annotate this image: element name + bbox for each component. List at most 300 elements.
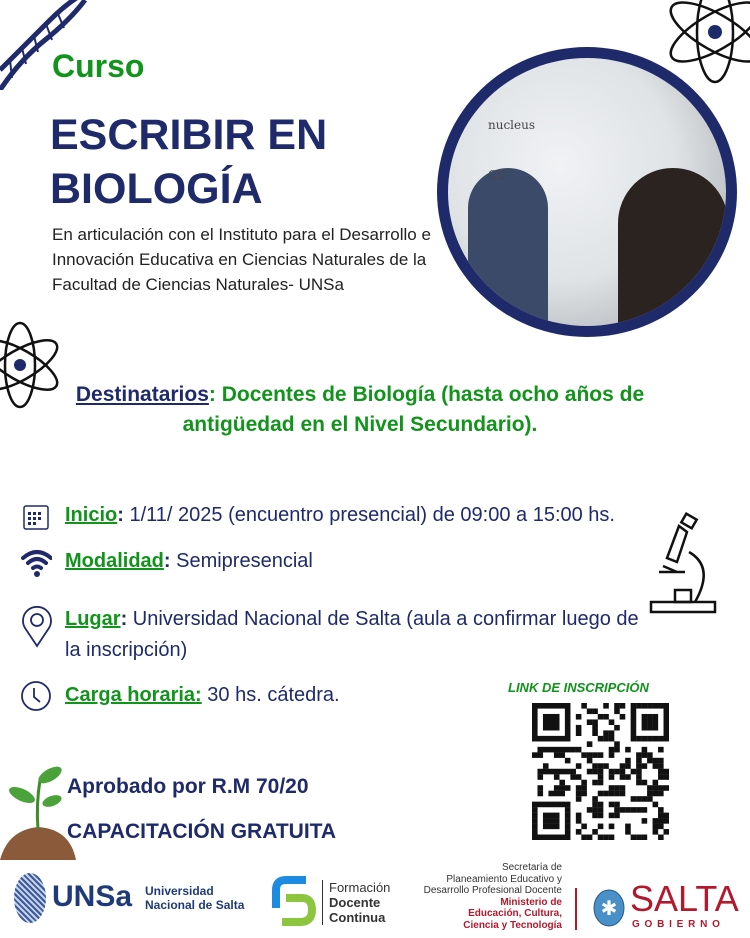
qr-module bbox=[620, 763, 626, 769]
qr-module bbox=[570, 747, 576, 753]
qr-module bbox=[576, 774, 582, 780]
qr-module bbox=[532, 813, 538, 819]
qr-module bbox=[559, 791, 565, 797]
course-description: En articulación con el Instituto para el Desarrollo e Innovación Educativa en Ciencias Naturales de la Facultad de Ciencias Naturales- UNSa bbox=[52, 225, 431, 294]
qr-module bbox=[559, 736, 565, 742]
qr-module bbox=[554, 824, 560, 830]
qr-module bbox=[658, 769, 664, 775]
approval-text: Aprobado por R.M 70/20 bbox=[67, 775, 309, 798]
qr-module bbox=[653, 824, 659, 830]
salta-logo: SALTA bbox=[630, 878, 739, 919]
qr-module bbox=[532, 736, 538, 742]
qr-module bbox=[598, 780, 604, 786]
qr-module bbox=[664, 703, 669, 709]
qr-module bbox=[636, 835, 642, 840]
qr-module bbox=[532, 725, 538, 731]
qr-module bbox=[642, 763, 648, 769]
qr-module bbox=[658, 791, 664, 797]
qr-module bbox=[537, 747, 543, 753]
qr-module bbox=[537, 802, 543, 808]
qr-module bbox=[603, 714, 609, 720]
qr-module bbox=[581, 824, 587, 830]
qr-module bbox=[565, 835, 571, 840]
qr-module bbox=[658, 736, 664, 742]
secretaria-line: Educación, Cultura, bbox=[468, 908, 562, 919]
qr-module bbox=[631, 725, 637, 731]
qr-module bbox=[614, 785, 620, 791]
qr-module bbox=[614, 708, 620, 714]
qr-module bbox=[598, 736, 604, 742]
qr-module bbox=[543, 747, 549, 753]
unsa-line: Nacional de Salta bbox=[145, 898, 245, 912]
qr-module bbox=[592, 813, 598, 819]
qr-module bbox=[565, 736, 571, 742]
qr-module bbox=[548, 769, 554, 775]
qr-module bbox=[576, 791, 582, 797]
qr-module bbox=[554, 719, 560, 725]
qr-module bbox=[609, 774, 615, 780]
registration-label: LINK DE INSCRIPCIÓN bbox=[508, 680, 649, 695]
detail-label: Carga horaria: bbox=[65, 684, 202, 706]
qr-module bbox=[592, 780, 598, 786]
qr-module bbox=[592, 708, 598, 714]
qr-module bbox=[559, 785, 565, 791]
qr-module bbox=[559, 780, 565, 786]
qr-module bbox=[598, 835, 604, 840]
qr-module bbox=[592, 802, 598, 808]
qr-module bbox=[664, 719, 669, 725]
qr-module bbox=[609, 802, 615, 808]
qr-module bbox=[609, 752, 615, 758]
qr-module bbox=[653, 802, 659, 808]
qr-module bbox=[543, 813, 549, 819]
secretaria-line: Desarrollo Profesional Docente bbox=[423, 885, 562, 896]
qr-module bbox=[620, 785, 626, 791]
qr-module bbox=[658, 807, 664, 813]
qr-module bbox=[598, 752, 604, 758]
clock-icon bbox=[20, 680, 52, 712]
qr-module bbox=[565, 730, 571, 736]
qr-module bbox=[554, 774, 560, 780]
qr-module bbox=[658, 785, 664, 791]
secretaria-text bbox=[400, 862, 562, 931]
qr-module bbox=[647, 752, 653, 758]
qr-module bbox=[592, 807, 598, 813]
qr-module bbox=[532, 752, 538, 758]
detail-label: Modalidad bbox=[65, 550, 164, 572]
qr-module bbox=[532, 802, 538, 808]
qr-module bbox=[532, 824, 538, 830]
qr-module bbox=[614, 703, 620, 709]
qr-module bbox=[559, 752, 565, 758]
qr-module bbox=[559, 835, 565, 840]
qr-module bbox=[543, 714, 549, 720]
qr-module bbox=[548, 813, 554, 819]
qr-module bbox=[548, 824, 554, 830]
qr-module bbox=[581, 835, 587, 840]
qr-module bbox=[664, 736, 669, 742]
qr-module bbox=[537, 769, 543, 775]
qr-module bbox=[603, 703, 609, 709]
qr-module bbox=[653, 829, 659, 835]
qr-module bbox=[658, 824, 664, 830]
qr-module bbox=[636, 807, 642, 813]
qr-module bbox=[576, 829, 582, 835]
qr-module bbox=[609, 824, 615, 830]
qr-module bbox=[581, 791, 587, 797]
qr-module bbox=[609, 785, 615, 791]
qr-module bbox=[653, 763, 659, 769]
qr-module bbox=[642, 703, 648, 709]
qr-module bbox=[598, 813, 604, 819]
qr-module bbox=[565, 813, 571, 819]
qr-module bbox=[664, 774, 669, 780]
qr-module bbox=[620, 769, 626, 775]
qr-module bbox=[636, 774, 642, 780]
qr-module bbox=[658, 813, 664, 819]
qr-module bbox=[642, 818, 648, 824]
qr-module bbox=[636, 758, 642, 764]
qr-module bbox=[587, 758, 593, 764]
svg-text:✱: ✱ bbox=[600, 898, 618, 920]
qr-module bbox=[609, 769, 615, 775]
qr-module bbox=[576, 785, 582, 791]
detail-value: Semipresencial bbox=[170, 550, 313, 572]
qr-module bbox=[658, 747, 664, 753]
qr-module bbox=[664, 730, 669, 736]
qr-module bbox=[614, 802, 620, 808]
qr-module bbox=[587, 807, 593, 813]
qr-module bbox=[647, 758, 653, 764]
qr-module bbox=[554, 769, 560, 775]
salta-emblem bbox=[592, 888, 626, 928]
free-training-text: CAPACITACIÓN GRATUITA bbox=[67, 820, 337, 843]
fdc-line: Formación bbox=[329, 880, 391, 895]
qr-module bbox=[609, 835, 615, 840]
qr-module bbox=[598, 763, 604, 769]
qr-module bbox=[636, 769, 642, 775]
qr-module bbox=[642, 725, 648, 731]
qr-module bbox=[620, 807, 626, 813]
detail-mode bbox=[20, 546, 313, 578]
qr-module bbox=[609, 813, 615, 819]
qr-module bbox=[625, 774, 631, 780]
detail-start bbox=[20, 500, 615, 532]
qr-module bbox=[620, 791, 626, 797]
qr-module bbox=[614, 741, 620, 747]
registration-qr-code[interactable] bbox=[532, 703, 669, 840]
detail-label: Inicio bbox=[65, 504, 118, 526]
qr-module bbox=[598, 774, 604, 780]
qr-module bbox=[532, 714, 538, 720]
qr-module bbox=[647, 791, 653, 797]
qr-module bbox=[614, 747, 620, 753]
qr-module bbox=[554, 703, 560, 709]
colon: : bbox=[117, 504, 124, 526]
qr-module bbox=[620, 703, 626, 709]
wifi-icon bbox=[20, 546, 52, 578]
qr-module bbox=[653, 758, 659, 764]
qr-module bbox=[603, 835, 609, 840]
qr-module bbox=[631, 714, 637, 720]
qr-module bbox=[554, 818, 560, 824]
qr-module bbox=[537, 791, 543, 797]
qr-module bbox=[554, 752, 560, 758]
qr-module bbox=[642, 796, 648, 802]
qr-module bbox=[554, 725, 560, 731]
qr-module bbox=[647, 725, 653, 731]
qr-module bbox=[653, 818, 659, 824]
location-pin-icon bbox=[20, 604, 52, 648]
qr-module bbox=[543, 818, 549, 824]
qr-module bbox=[664, 785, 669, 791]
qr-module bbox=[642, 719, 648, 725]
qr-module bbox=[647, 714, 653, 720]
qr-module bbox=[543, 824, 549, 830]
title-line: BIOLOGÍA bbox=[50, 165, 263, 213]
detail-place bbox=[20, 604, 640, 666]
qr-module bbox=[576, 725, 582, 731]
qr-module bbox=[653, 719, 659, 725]
divider bbox=[575, 888, 577, 930]
qr-module bbox=[581, 703, 587, 709]
qr-module bbox=[532, 835, 538, 840]
secretaria-line: Ministerio de bbox=[500, 896, 562, 908]
qr-module bbox=[625, 763, 631, 769]
audience bbox=[60, 380, 660, 440]
qr-module bbox=[653, 725, 659, 731]
qr-module bbox=[653, 714, 659, 720]
qr-module bbox=[609, 736, 615, 742]
qr-module bbox=[548, 818, 554, 824]
qr-module bbox=[636, 752, 642, 758]
qr-module bbox=[636, 763, 642, 769]
qr-module bbox=[548, 719, 554, 725]
detail-value: 30 hs. cátedra. bbox=[201, 684, 340, 706]
qr-module bbox=[642, 736, 648, 742]
qr-module bbox=[647, 796, 653, 802]
qr-module bbox=[548, 802, 554, 808]
qr-module bbox=[532, 818, 538, 824]
qr-module bbox=[609, 730, 615, 736]
qr-module bbox=[532, 719, 538, 725]
qr-module bbox=[565, 708, 571, 714]
qr-module bbox=[620, 774, 626, 780]
qr-module bbox=[598, 714, 604, 720]
qr-module bbox=[548, 725, 554, 731]
colon: : bbox=[208, 383, 216, 406]
qr-module bbox=[658, 818, 664, 824]
qr-module bbox=[570, 774, 576, 780]
qr-module bbox=[592, 719, 598, 725]
qr-module bbox=[631, 708, 637, 714]
qr-module bbox=[603, 736, 609, 742]
qr-module bbox=[592, 752, 598, 758]
secretaria-line: Planeamiento Educativo y bbox=[446, 873, 562, 885]
qr-module bbox=[642, 752, 648, 758]
qr-module bbox=[581, 780, 587, 786]
qr-module bbox=[592, 796, 598, 802]
qr-module bbox=[653, 780, 659, 786]
fdc-text bbox=[322, 880, 390, 925]
qr-module bbox=[614, 791, 620, 797]
qr-module bbox=[559, 703, 565, 709]
qr-module bbox=[559, 802, 565, 808]
qr-module bbox=[647, 736, 653, 742]
qr-module bbox=[636, 780, 642, 786]
teachers-photo bbox=[437, 47, 737, 337]
qr-module bbox=[565, 829, 571, 835]
qr-module bbox=[565, 785, 571, 791]
detail-value: Universidad Nacional de Salta (aula a confirmar luego de la inscripción) bbox=[65, 608, 639, 661]
whiteboard-text: nucleus bbox=[488, 118, 536, 132]
person-figure bbox=[468, 168, 548, 337]
qr-module bbox=[565, 824, 571, 830]
qr-module bbox=[576, 730, 582, 736]
qr-module bbox=[598, 802, 604, 808]
qr-module bbox=[642, 714, 648, 720]
qr-module bbox=[537, 835, 543, 840]
qr-module bbox=[537, 774, 543, 780]
page-title bbox=[50, 108, 327, 216]
salta-sub: G O B I E R N O bbox=[632, 919, 721, 930]
qr-module bbox=[548, 835, 554, 840]
qr-module bbox=[625, 747, 631, 753]
qr-module bbox=[565, 703, 571, 709]
qr-module bbox=[603, 730, 609, 736]
whiteboard-text: Cil bbox=[488, 168, 505, 182]
qr-module bbox=[647, 703, 653, 709]
qr-module bbox=[543, 835, 549, 840]
qr-module bbox=[532, 730, 538, 736]
qr-module bbox=[614, 807, 620, 813]
qr-module bbox=[598, 769, 604, 775]
qr-module bbox=[543, 736, 549, 742]
qr-module bbox=[576, 796, 582, 802]
qr-module bbox=[554, 813, 560, 819]
qr-module bbox=[532, 703, 538, 709]
qr-module bbox=[631, 719, 637, 725]
qr-module bbox=[664, 818, 669, 824]
detail-label: Lugar bbox=[65, 608, 121, 630]
qr-module bbox=[543, 763, 549, 769]
microscope-icon bbox=[645, 512, 720, 620]
qr-module bbox=[587, 769, 593, 775]
qr-module bbox=[548, 703, 554, 709]
qr-module bbox=[587, 741, 593, 747]
qr-module bbox=[548, 791, 554, 797]
qr-module bbox=[614, 769, 620, 775]
qr-module bbox=[642, 835, 648, 840]
unsa-logo: UNSa bbox=[52, 880, 133, 913]
qr-module bbox=[631, 796, 637, 802]
qr-module bbox=[647, 785, 653, 791]
qr-module bbox=[543, 769, 549, 775]
qr-module bbox=[576, 818, 582, 824]
unsa-name bbox=[145, 884, 244, 912]
qr-module bbox=[631, 703, 637, 709]
qr-module bbox=[603, 791, 609, 797]
qr-module bbox=[658, 763, 664, 769]
qr-module bbox=[543, 719, 549, 725]
qr-module bbox=[570, 769, 576, 775]
qr-module bbox=[587, 752, 593, 758]
secretaria-line: Ciencia y Tecnología bbox=[463, 919, 562, 931]
qr-module bbox=[559, 769, 565, 775]
qr-module bbox=[664, 769, 669, 775]
qr-module bbox=[532, 807, 538, 813]
qr-module bbox=[543, 725, 549, 731]
qr-module bbox=[576, 747, 582, 753]
fdc-line: Continua bbox=[329, 910, 386, 925]
qr-module bbox=[581, 752, 587, 758]
qr-module bbox=[554, 736, 560, 742]
qr-module bbox=[554, 714, 560, 720]
qr-module bbox=[647, 719, 653, 725]
qr-module bbox=[587, 835, 593, 840]
qr-module bbox=[565, 807, 571, 813]
qr-module bbox=[565, 802, 571, 808]
qr-module bbox=[592, 769, 598, 775]
qr-module bbox=[664, 708, 669, 714]
colon: : bbox=[120, 608, 128, 630]
qr-module bbox=[625, 758, 631, 764]
title-line: ESCRIBIR EN bbox=[50, 111, 328, 159]
qr-module bbox=[653, 703, 659, 709]
unsa-seal bbox=[14, 873, 46, 923]
qr-module bbox=[625, 807, 631, 813]
secretaria-line: Secretaría de bbox=[501, 862, 562, 873]
qr-module bbox=[614, 813, 620, 819]
qr-module bbox=[565, 725, 571, 731]
qr-module bbox=[642, 747, 648, 753]
qr-module bbox=[537, 703, 543, 709]
qr-module bbox=[664, 725, 669, 731]
qr-module bbox=[653, 791, 659, 797]
fdc-logo bbox=[272, 876, 316, 928]
qr-module bbox=[664, 813, 669, 819]
qr-module bbox=[642, 780, 648, 786]
qr-module bbox=[631, 730, 637, 736]
qr-module bbox=[631, 769, 637, 775]
qr-module bbox=[614, 725, 620, 731]
qr-module bbox=[598, 807, 604, 813]
qr-module bbox=[592, 829, 598, 835]
qr-module bbox=[653, 736, 659, 742]
qr-module bbox=[537, 736, 543, 742]
audience-label: Destinatarios bbox=[75, 383, 209, 406]
qr-module bbox=[565, 818, 571, 824]
qr-module bbox=[554, 791, 560, 797]
qr-module bbox=[625, 829, 631, 835]
qr-module bbox=[554, 747, 560, 753]
qr-module bbox=[631, 736, 637, 742]
calendar-icon bbox=[20, 500, 52, 532]
qr-module bbox=[554, 785, 560, 791]
qr-module bbox=[565, 719, 571, 725]
qr-module bbox=[548, 714, 554, 720]
qr-module bbox=[565, 714, 571, 720]
qr-module bbox=[554, 835, 560, 840]
qr-module bbox=[592, 730, 598, 736]
qr-module bbox=[598, 791, 604, 797]
qr-module bbox=[642, 807, 648, 813]
qr-module bbox=[592, 725, 598, 731]
qr-module bbox=[559, 747, 565, 753]
qr-module bbox=[631, 807, 637, 813]
qr-module bbox=[620, 714, 626, 720]
qr-module bbox=[548, 747, 554, 753]
